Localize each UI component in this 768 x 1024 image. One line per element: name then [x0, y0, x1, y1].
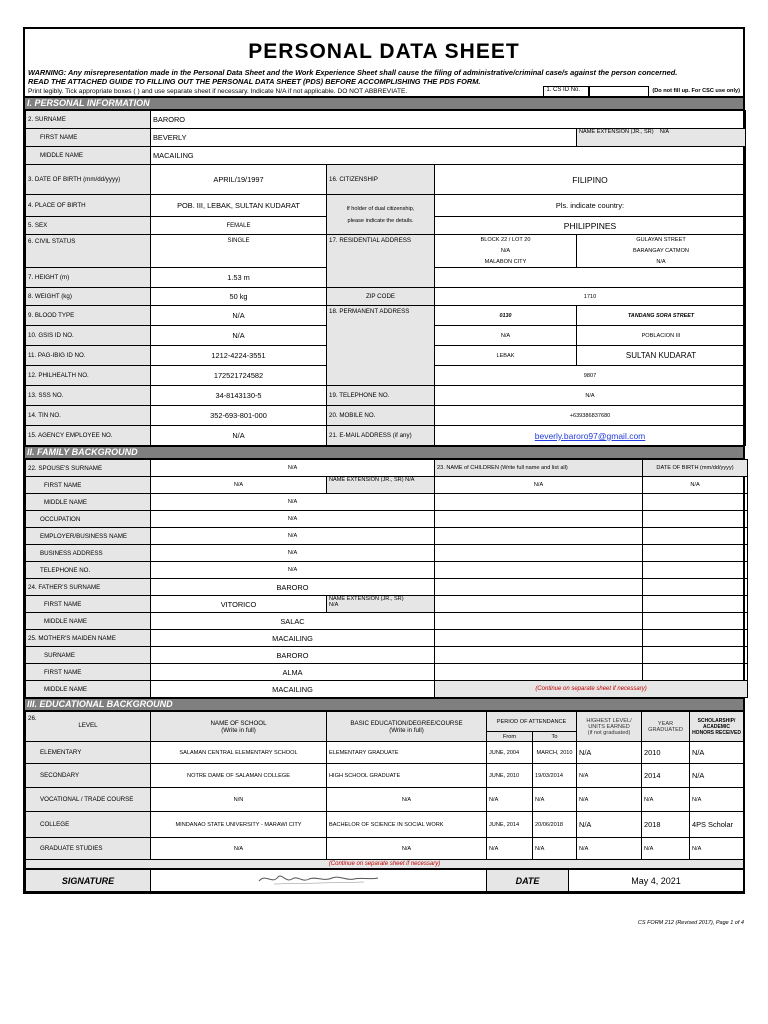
children-row[interactable] — [435, 647, 643, 664]
children-field[interactable]: N/A — [435, 477, 643, 494]
child-dob-row[interactable] — [643, 613, 748, 630]
children-row[interactable] — [435, 528, 643, 545]
children-row[interactable] — [435, 613, 643, 630]
spouse-surname-field[interactable]: N/A — [151, 460, 435, 477]
citizenship-field[interactable]: FILIPINO — [435, 165, 746, 195]
middle-name-label: MIDDLE NAME — [26, 147, 151, 165]
personal-info-table — [25, 110, 746, 446]
perm-street-field[interactable]: TANDANG SORA STREET — [577, 306, 746, 326]
tin-label: 14. TIN NO. — [26, 406, 151, 426]
dual-label-2: please indicate the details. — [347, 217, 414, 224]
father-first-label: FIRST NAME — [26, 596, 151, 613]
spouse-ext-cell[interactable] — [327, 477, 435, 494]
gsis-label: 10. GSIS ID NO. — [26, 326, 151, 346]
date-label: DATE — [487, 870, 569, 892]
perm-city-field[interactable]: LEBAK — [435, 346, 577, 366]
cs-id-label: 1. CS ID No. — [543, 86, 589, 97]
form-footer: CS FORM 212 (Revised 2017), Page 1 of 4 — [637, 920, 744, 926]
signature-label: SIGNATURE — [26, 870, 151, 892]
personal-data-sheet — [23, 27, 745, 894]
email-label: 21. E-MAIL ADDRESS (if any) — [327, 426, 435, 446]
edu-honors[interactable]: N/A — [690, 838, 744, 860]
mother-middle-label: MIDDLE NAME — [26, 681, 151, 698]
edu-level: ELEMENTARY — [26, 742, 151, 764]
father-surname-field[interactable]: BARORO — [151, 579, 435, 596]
spouse-first-field[interactable]: N/A — [151, 477, 327, 494]
edu-continue-note: (Continue on separate sheet if necessary) — [26, 860, 744, 869]
mobile-field[interactable]: +639386837680 — [435, 406, 746, 426]
father-ext-cell[interactable] — [327, 596, 435, 613]
father-ext-label: NAME EXTENSION (JR., SR) — [329, 596, 404, 603]
surname-field[interactable]: BARORO — [151, 111, 746, 129]
edu-honors[interactable]: N/A — [690, 742, 744, 764]
family-continue-note: (Continue on separate sheet if necessary) — [435, 681, 748, 698]
dob-field[interactable]: APRIL/19/1997 — [151, 165, 327, 195]
philhealth-label: 12. PHILHEALTH NO. — [26, 366, 151, 386]
edu-level: GRADUATE STUDIES — [26, 838, 151, 860]
permanent-address-label: 18. PERMANENT ADDRESS — [327, 306, 435, 386]
agency-employee-label: 15. AGENCY EMPLOYEE NO. — [26, 426, 151, 446]
blood-type-field[interactable]: N/A — [151, 306, 327, 326]
signature-table — [25, 869, 744, 892]
perm-prov-field[interactable]: SULTAN KUDARAT — [577, 346, 746, 366]
pob-label: 4. PLACE OF BIRTH — [26, 195, 151, 217]
pagibig-field[interactable]: 1212-4224-3551 — [151, 346, 327, 366]
pagibig-label: 11. PAG-IBIG ID NO. — [26, 346, 151, 366]
blood-type-label: 9. BLOOD TYPE — [26, 306, 151, 326]
edu-highest-header — [577, 712, 642, 742]
tin-field[interactable]: 352-693-801-000 — [151, 406, 327, 426]
gsis-field[interactable]: N/A — [151, 326, 327, 346]
children-row[interactable] — [435, 630, 643, 647]
edu-school[interactable]: SALAMAN CENTRAL ELEMENTARY SCHOOL — [151, 742, 327, 764]
children-row[interactable] — [435, 511, 643, 528]
sss-field[interactable]: 34-8143130-5 — [151, 386, 327, 406]
name-extension-field: N/A — [659, 129, 670, 136]
child-dob-row[interactable] — [643, 528, 748, 545]
handwritten-signature-icon — [254, 871, 384, 887]
edu-row-college — [26, 812, 744, 838]
child-dob-label: DATE OF BIRTH (mm/dd/yyyy) — [643, 460, 748, 477]
res-brgy-field[interactable]: BARANGAY CATMON — [577, 246, 746, 257]
edu-highest-header-sub: (if not graduated) — [587, 729, 631, 736]
occupation-label: OCCUPATION — [26, 511, 151, 528]
education-table — [25, 711, 744, 869]
father-middle-label: MIDDLE NAME — [26, 613, 151, 630]
edu-year[interactable]: 2014 — [642, 764, 690, 788]
edu-school[interactable]: N/A — [151, 838, 327, 860]
spouse-ext-field: N/A — [405, 477, 415, 484]
name-extension-label: NAME EXTENSION (JR., SR) — [579, 129, 654, 136]
edu-from-header: From — [487, 732, 533, 742]
edu-from[interactable]: JUNE, 2004 — [487, 742, 533, 764]
section-family-background: II. FAMILY BACKGROUND — [25, 446, 743, 459]
edu-year-header: YEAR GRADUATED — [642, 712, 690, 742]
spouse-ext-label: NAME EXTENSION (JR., SR) — [329, 477, 404, 484]
height-label: 7. HEIGHT (m) — [26, 268, 151, 288]
edu-honors[interactable]: N/A — [690, 788, 744, 812]
dual-label-1: If holder of dual citizenship, — [346, 205, 415, 212]
edu-from[interactable]: JUNE, 2010 — [487, 764, 533, 788]
mother-middle-field[interactable]: MACAILING — [151, 681, 435, 698]
sss-label: 13. SSS NO. — [26, 386, 151, 406]
mobile-label: 20. MOBILE NO. — [327, 406, 435, 426]
section-personal-information: I. PERSONAL INFORMATION — [25, 97, 743, 110]
edu-to-header: To — [533, 732, 577, 742]
edu-honors-header: SCHOLARSHIP/ ACADEMIC HONORS RECEIVED — [690, 712, 744, 742]
employer-label: EMPLOYER/BUSINESS NAME — [26, 528, 151, 545]
dob-label: 3. DATE OF BIRTH (mm/dd/yyyy) — [26, 165, 151, 195]
weight-field[interactable]: 50 kg — [151, 288, 327, 306]
edu-honors[interactable]: 4PS Scholar — [690, 812, 744, 838]
child-dob-row[interactable] — [643, 545, 748, 562]
edu-school-header-sub: (Write in full) — [221, 726, 256, 734]
perm-zip-field[interactable]: 9807 — [435, 366, 746, 386]
edu-course[interactable]: BACHELOR OF SCIENCE IN SOCIAL WORK — [327, 812, 487, 838]
edu-level: SECONDARY — [26, 764, 151, 788]
edu-year[interactable]: N/A — [642, 838, 690, 860]
res-street-field[interactable]: GULAYAN STREET — [577, 235, 746, 246]
warning-text: WARNING: Any misrepresentation made in the Personal Data Sheet and the Work Experience Sheet shall cause the filing of administrative/criminal case/s against the person concerned. — [28, 68, 678, 77]
edu-to[interactable]: MARCH, 2010 — [533, 742, 577, 764]
edu-honors[interactable]: N/A — [690, 764, 744, 788]
children-row[interactable] — [435, 596, 643, 613]
edu-level: VOCATIONAL / TRADE COURSE — [26, 788, 151, 812]
country-field[interactable]: PHILIPPINES — [435, 217, 746, 235]
edu-level-header-text: LEVEL — [78, 722, 98, 730]
page-title: PERSONAL DATA SHEET — [248, 40, 520, 63]
business-address-field[interactable]: N/A — [151, 545, 435, 562]
spouse-middle-label: MIDDLE NAME — [26, 494, 151, 511]
read-guide-text: READ THE ATTACHED GUIDE TO FILLING OUT THE PERSONAL DATA SHEET (PDS) BEFORE ACCOMPLISHING THE PDS FORM. — [28, 76, 481, 86]
cs-id-field[interactable] — [589, 86, 649, 97]
print-note: Print legibly. Tick appropriate boxes ( ) and use separate sheet if necessary. Indicate N/A if not applicable. DO NOT ABBREVIATE. — [28, 87, 408, 95]
name-extension-cell[interactable] — [577, 129, 746, 147]
father-first-field[interactable]: VITORICO — [151, 596, 327, 613]
civil-status-label: 6. CIVIL STATUS — [26, 235, 151, 268]
edu-highest[interactable]: N/A — [577, 812, 642, 838]
res-zip-field[interactable]: 1710 — [435, 288, 746, 306]
edu-level-header — [26, 712, 151, 742]
child-dob-row[interactable] — [643, 579, 748, 596]
edu-course-header-text: BASIC EDUCATION/DEGREE/COURSE — [350, 719, 463, 727]
res-zip-label: ZIP CODE — [327, 288, 435, 306]
children-label: 23. NAME of CHILDREN (Write full name and list all) — [435, 460, 643, 477]
edu-row-secondary — [26, 764, 744, 788]
employer-field[interactable]: N/A — [151, 528, 435, 545]
edu-from[interactable]: N/A — [487, 838, 533, 860]
philhealth-field[interactable]: 172521724582 — [151, 366, 327, 386]
edu-to[interactable]: 20/06/2018 — [533, 812, 577, 838]
edu-course-header-sub: (Write in full) — [389, 726, 424, 734]
telephone-label: 19. TELEPHONE NO. — [327, 386, 435, 406]
children-row[interactable] — [435, 562, 643, 579]
business-address-label: BUSINESS ADDRESS — [26, 545, 151, 562]
indicate-country-label: Pls. indicate country: — [435, 195, 746, 217]
father-middle-field[interactable]: SALAC — [151, 613, 435, 630]
children-row[interactable] — [435, 664, 643, 681]
telephone-field[interactable]: N/A — [435, 386, 746, 406]
instructions-row — [25, 86, 743, 97]
csc-use-note: (Do not fill up. For CSC use only) — [652, 88, 740, 95]
child-dob-row[interactable] — [643, 647, 748, 664]
child-dob-field[interactable]: N/A — [643, 477, 748, 494]
mother-surname-label: SURNAME — [26, 647, 151, 664]
edu-school[interactable]: MINDANAO STATE UNIVERSITY - MARAWI CITY — [151, 812, 327, 838]
mother-first-field[interactable]: ALMA — [151, 664, 435, 681]
child-dob-row[interactable] — [643, 630, 748, 647]
pob-field[interactable]: POB. III, LEBAK, SULTAN KUDARAT — [151, 195, 327, 217]
edu-to[interactable]: N/A — [533, 838, 577, 860]
mother-maiden-label: 25. MOTHER'S MAIDEN NAME — [26, 630, 151, 647]
res-prov-field[interactable]: N/A — [577, 257, 746, 268]
dual-citizenship-label — [327, 195, 435, 235]
section-educational-background: III. EDUCATIONAL BACKGROUND — [25, 698, 743, 711]
family-table — [25, 459, 748, 698]
father-ext-field: N/A — [329, 602, 339, 609]
edu-course[interactable]: HIGH SCHOOL GRADUATE — [327, 764, 487, 788]
perm-brgy-field[interactable]: POBLACION III — [577, 326, 746, 346]
edu-period-header: PERIOD OF ATTENDANCE — [487, 712, 577, 732]
edu-highest[interactable]: N/A — [577, 788, 642, 812]
edu-from[interactable]: JUNE, 2014 — [487, 812, 533, 838]
edu-school[interactable]: NOTRE DAME OF SALAMAN COLLEGE — [151, 764, 327, 788]
middle-name-field[interactable]: MACAILING — [151, 147, 746, 165]
children-row[interactable] — [435, 545, 643, 562]
edu-school-header — [151, 712, 327, 742]
height-field[interactable]: 1.53 m — [151, 268, 327, 288]
edu-highest[interactable]: N/A — [577, 764, 642, 788]
agency-employee-field[interactable]: N/A — [151, 426, 327, 446]
spouse-first-label: FIRST NAME — [26, 477, 151, 494]
first-name-field[interactable]: BEVERLY — [151, 129, 577, 147]
edu-from[interactable]: N/A — [487, 788, 533, 812]
child-dob-row[interactable] — [643, 664, 748, 681]
spouse-telephone-label: TELEPHONE NO. — [26, 562, 151, 579]
child-dob-row[interactable] — [643, 494, 748, 511]
surname-label: 2. SURNAME — [26, 111, 151, 129]
civil-status-field[interactable]: SINGLE — [151, 235, 327, 268]
mother-maiden-field[interactable]: MACAILING — [151, 630, 435, 647]
res-city-field[interactable]: MALABON CITY — [435, 257, 577, 268]
signature-field[interactable] — [151, 870, 487, 892]
edu-highest[interactable]: N/A — [577, 742, 642, 764]
spouse-surname-label: 22. SPOUSE'S SURNAME — [26, 460, 151, 477]
child-dob-row[interactable] — [643, 596, 748, 613]
res-house-field[interactable]: BLOCK 22 / LOT 20 — [435, 235, 577, 246]
res-subd-field[interactable]: N/A — [435, 246, 577, 257]
edu-item-number: 26. — [28, 715, 37, 723]
edu-course[interactable]: N/A — [327, 788, 487, 812]
edu-to[interactable]: 19/03/2014 — [533, 764, 577, 788]
edu-course[interactable]: N/A — [327, 838, 487, 860]
spouse-telephone-field[interactable]: N/A — [151, 562, 435, 579]
residential-address-label: 17. RESIDENTIAL ADDRESS — [327, 235, 435, 288]
spouse-middle-field[interactable]: N/A — [151, 494, 435, 511]
edu-course-header — [327, 712, 487, 742]
edu-row-graduate — [26, 838, 744, 860]
weight-label: 8. WEIGHT (kg) — [26, 288, 151, 306]
sex-label: 5. SEX — [26, 217, 151, 235]
edu-level: COLLEGE — [26, 812, 151, 838]
sex-field[interactable]: FEMALE — [151, 217, 327, 235]
edu-school[interactable]: N/N — [151, 788, 327, 812]
children-row[interactable] — [435, 494, 643, 511]
edu-course[interactable]: ELEMENTARY GRADUATE — [327, 742, 487, 764]
perm-subd-field[interactable]: N/A — [435, 326, 577, 346]
edu-row-elementary — [26, 742, 744, 764]
edu-to[interactable]: N/A — [533, 788, 577, 812]
edu-year[interactable]: N/A — [642, 788, 690, 812]
citizenship-label: 16. CITIZENSHIP — [327, 165, 435, 195]
occupation-field[interactable]: N/A — [151, 511, 435, 528]
edu-highest[interactable]: N/A — [577, 838, 642, 860]
date-field[interactable]: May 4, 2021 — [569, 870, 744, 892]
email-field[interactable]: beverly.baroro97@gmail.com — [435, 426, 746, 446]
edu-year[interactable]: 2018 — [642, 812, 690, 838]
first-name-label: FIRST NAME — [26, 129, 151, 147]
child-dob-row[interactable] — [643, 562, 748, 579]
edu-school-header-text: NAME OF SCHOOL — [210, 719, 267, 727]
children-row[interactable] — [435, 579, 643, 596]
mother-first-label: FIRST NAME — [26, 664, 151, 681]
edu-year[interactable]: 2010 — [642, 742, 690, 764]
res-address-legend — [435, 268, 746, 288]
edu-row-vocational — [26, 788, 744, 812]
child-dob-row[interactable] — [643, 511, 748, 528]
father-surname-label: 24. FATHER'S SURNAME — [26, 579, 151, 596]
edu-highest-header-text: HIGHEST LEVEL/ UNITS EARNED — [586, 717, 632, 730]
perm-house-field[interactable]: 0130 — [435, 306, 577, 326]
mother-surname-field[interactable]: BARORO — [151, 647, 435, 664]
